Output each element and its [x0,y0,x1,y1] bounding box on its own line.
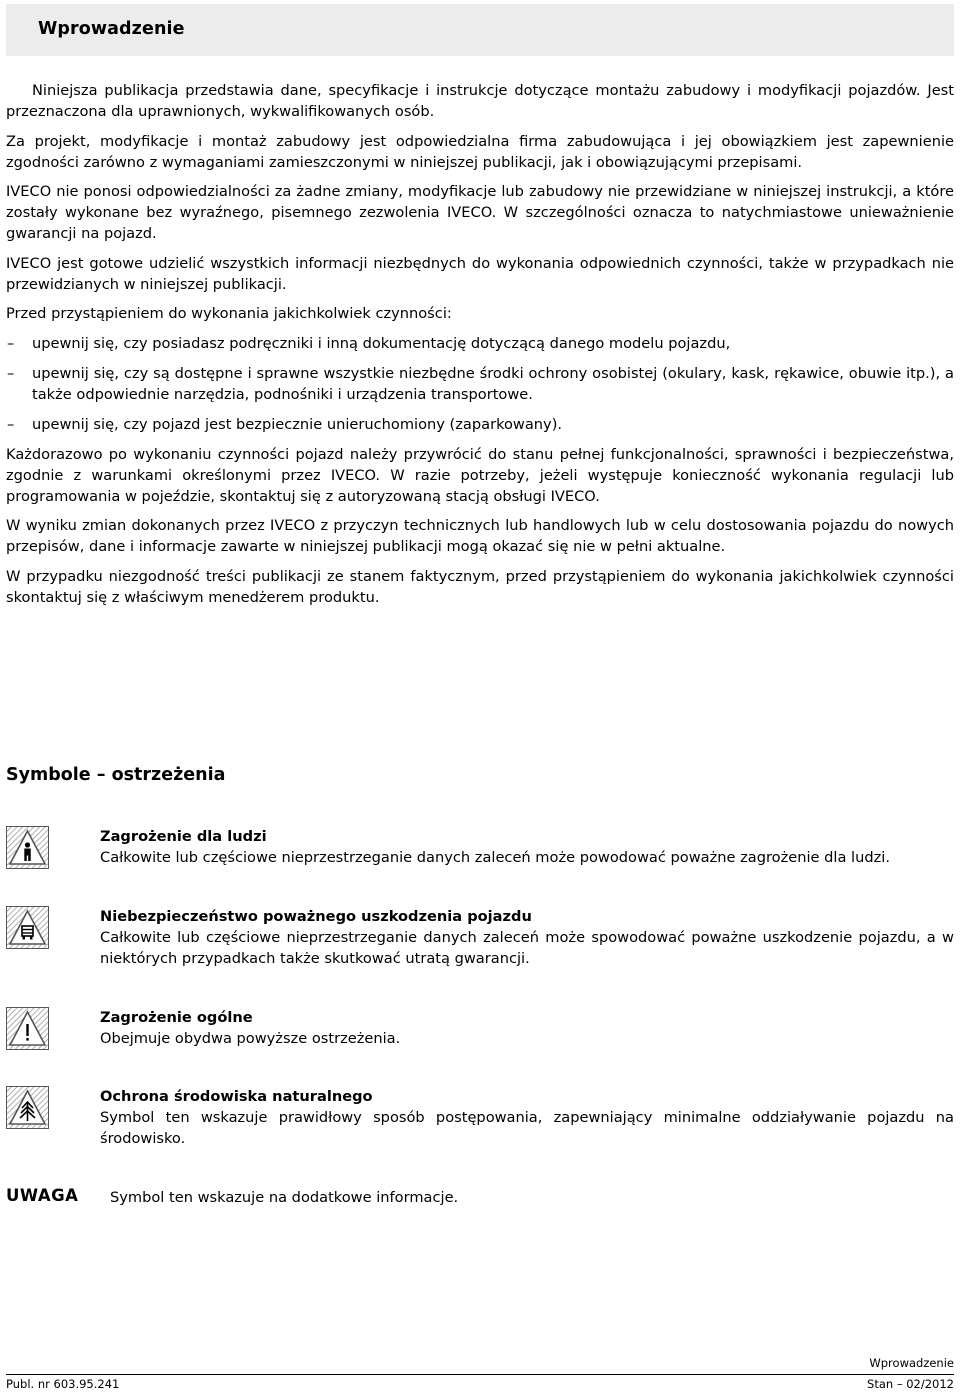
intro-paragraph: IVECO nie ponosi odpowiedzialności za żadne zmiany, modyfikacje lub zabudowy nie przewidziane w niniejszej instrukcji, a które zostały wykonane bez wyraźnego, pisemnego zezwolenia IVECO. W szczególności oznacza to natychmiastowe unieważnienie gwarancji na pojazd. [6,183,954,242]
list-dash: – [7,415,15,433]
footer-section-name: Wprowadzenie [869,1356,954,1370]
list-dash: – [7,364,15,382]
symbol-title: Zagrożenie ogólne [100,1009,253,1026]
intro-paragraph: Niniejsza publikacja przedstawia dane, specyfikacje i instrukcje dotyczące montażu zabudowy i modyfikacji pojazdów. Jest przeznaczona dla uprawnionych, wykwalifikowanych osób. [6,82,954,120]
symbol-title: Ochrona środowiska naturalnego [100,1088,373,1105]
symbol-description: Obejmuje obydwa powyższe ostrzeżenia. [100,1030,401,1047]
person-warning-icon [6,826,49,869]
note-text: Symbol ten wskazuje na dodatkowe informacje. [110,1189,459,1206]
general-warning-icon [6,1007,49,1050]
list-item [6,414,954,435]
intro-paragraph: W wyniku zmian dokonanych przez IVECO z przyczyn technicznych lub handlowych lub w celu dostosowania pojazdu do nowych przepisów, dane i informacje zawarte w niniejszej publikacji mogą okazać się nie w pełni aktualne. [6,517,954,555]
intro-paragraph: W przypadku niezgodność treści publikacji ze stanem faktycznym, przed przystąpieniem do wykonania jakichkolwiek czynności skontaktuj się z właściwym menedżerem produktu. [6,567,954,606]
page-title: Wprowadzenie [38,19,185,39]
list-item-text: upewnij się, czy posiadasz podręczniki i inną dokumentację dotyczącą danego modelu pojazdu, [32,334,731,352]
symbol-title: Niebezpieczeństwo poważnego uszkodzenia pojazdu [100,908,532,925]
vehicle-damage-warning-icon [6,906,49,949]
checklist [6,333,954,435]
symbols-section-title: Symbole – ostrzeżenia [6,765,226,785]
note-label: UWAGA [6,1186,79,1205]
list-dash: – [7,334,15,352]
intro-section [6,80,954,616]
list-item-text: upewnij się, czy pojazd jest bezpiecznie unieruchomiony (zaparkowany). [32,415,563,433]
intro-paragraph: Przed przystąpieniem do wykonania jakichkolwiek czynności: [6,305,452,322]
footer-status-date: Stan – 02/2012 [867,1377,954,1391]
symbol-description: Symbol ten wskazuje prawidłowy sposób postępowania, zapewniający minimalne oddziaływanie pojazdu na środowisko. [100,1109,954,1147]
list-item [6,363,954,405]
symbol-title: Zagrożenie dla ludzi [100,828,267,845]
list-item-text: upewnij się, czy są dostępne i sprawne wszystkie niezbędne środki ochrony osobistej (okulary, kask, rękawice, obuwie itp.), a także odpowiednie narzędzia, podnośniki i urządzenia transportowe. [32,364,954,403]
intro-paragraph: Każdorazowo po wykonaniu czynności pojazd należy przywrócić do stanu pełnej funkcjonalności, sprawności i bezpieczeństwa, zgodnie z warunkami określonymi przez IVECO. W razie potrzeby, jeżeli występuje konieczność wykonania regulacji lub programowania w pojeździe, skontaktuj się z autoryzowaną stacją obsługi IVECO. [6,445,954,505]
list-item [6,333,954,354]
header-band [6,4,954,56]
symbol-description: Całkowite lub częściowe nieprzestrzeganie danych zaleceń może spowodować poważne uszkodzenie pojazdu, a w niektórych przypadkach także skutkować utratą gwarancji. [100,929,954,967]
intro-paragraph: IVECO jest gotowe udzielić wszystkich informacji niezbędnych do wykonania odpowiednich czynności, także w przypadkach nie przewidzianych w niniejszej publikacji. [6,254,954,293]
symbol-description: Całkowite lub częściowe nieprzestrzeganie danych zaleceń może powodować poważne zagrożenie dla ludzi. [100,849,890,866]
environment-tree-icon [6,1086,49,1129]
footer-divider [6,1374,954,1375]
footer-publication-number: Publ. nr 603.95.241 [6,1377,120,1391]
intro-paragraph: Za projekt, modyfikacje i montaż zabudowy jest odpowiedzialna firma zabudowująca i jej obowiązkiem jest zapewnienie zgodności zarówno z wymaganiami zamieszczonymi w niniejszej publikacji, jak i obowiązującymi przepisami. [6,132,954,171]
